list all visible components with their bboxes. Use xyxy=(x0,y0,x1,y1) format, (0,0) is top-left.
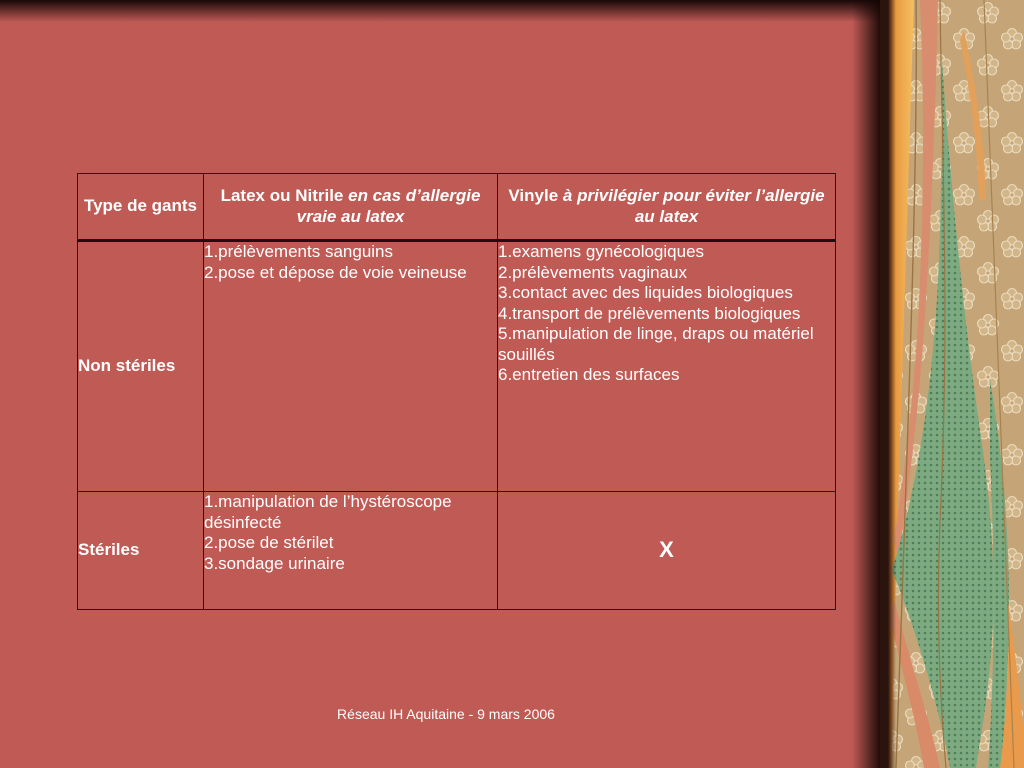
table-header-vinyle xyxy=(498,174,836,241)
list-item: 1.prélèvements sanguins xyxy=(204,242,394,261)
list-item: 1.manipulation de l’hystéroscope désinfecté xyxy=(204,492,452,532)
vinyle-uses-non-steriles xyxy=(498,241,836,492)
table-header-latex-nitrile xyxy=(204,174,498,241)
row-label-steriles: Stériles xyxy=(78,492,204,610)
header-text: Vinyle xyxy=(508,186,563,205)
header-emphasis: en cas d’allergie vraie au latex xyxy=(296,186,481,226)
slide-right-shadow xyxy=(852,0,880,768)
latex-nitrile-uses-steriles xyxy=(204,492,498,610)
table-row-non-steriles xyxy=(78,241,836,492)
header-emphasis: à privilégier pour éviter l’allergie au latex xyxy=(562,186,825,226)
header-text: Type de gants xyxy=(83,196,198,216)
latex-nitrile-uses-non-steriles xyxy=(204,241,498,492)
table-header-glove-type xyxy=(78,174,204,241)
list-item: 2.pose et dépose de voie veineuse xyxy=(204,262,467,282)
list-item: 3.sondage urinaire xyxy=(204,553,345,573)
list-item: 4.transport de prélèvements biologiques xyxy=(498,303,801,323)
vinyle-not-applicable-mark: X xyxy=(498,492,836,610)
slide-top-shadow xyxy=(0,0,880,22)
header-text: Latex ou Nitrile xyxy=(220,186,349,205)
table-row-steriles xyxy=(78,492,836,610)
row-label-non-steriles: Non stériles xyxy=(78,241,204,492)
gloves-table xyxy=(77,173,836,610)
list-item: 2.pose de stérilet xyxy=(204,533,334,552)
footer-text: Réseau IH Aquitaine - 9 mars 2006 xyxy=(337,706,555,722)
list-item: 2.prélèvements vaginaux xyxy=(498,262,688,282)
list-item: 5.manipulation de linge, draps ou matériel souillés xyxy=(498,324,814,364)
list-item: 1.examens gynécologiques xyxy=(498,242,705,261)
list-item: 6.entretien des surfaces xyxy=(498,365,680,384)
decorative-panel xyxy=(880,0,1024,768)
decorative-artwork xyxy=(880,0,1024,768)
list-item: 3.contact avec des liquides biologiques xyxy=(498,283,793,302)
table-header-row xyxy=(78,174,836,241)
